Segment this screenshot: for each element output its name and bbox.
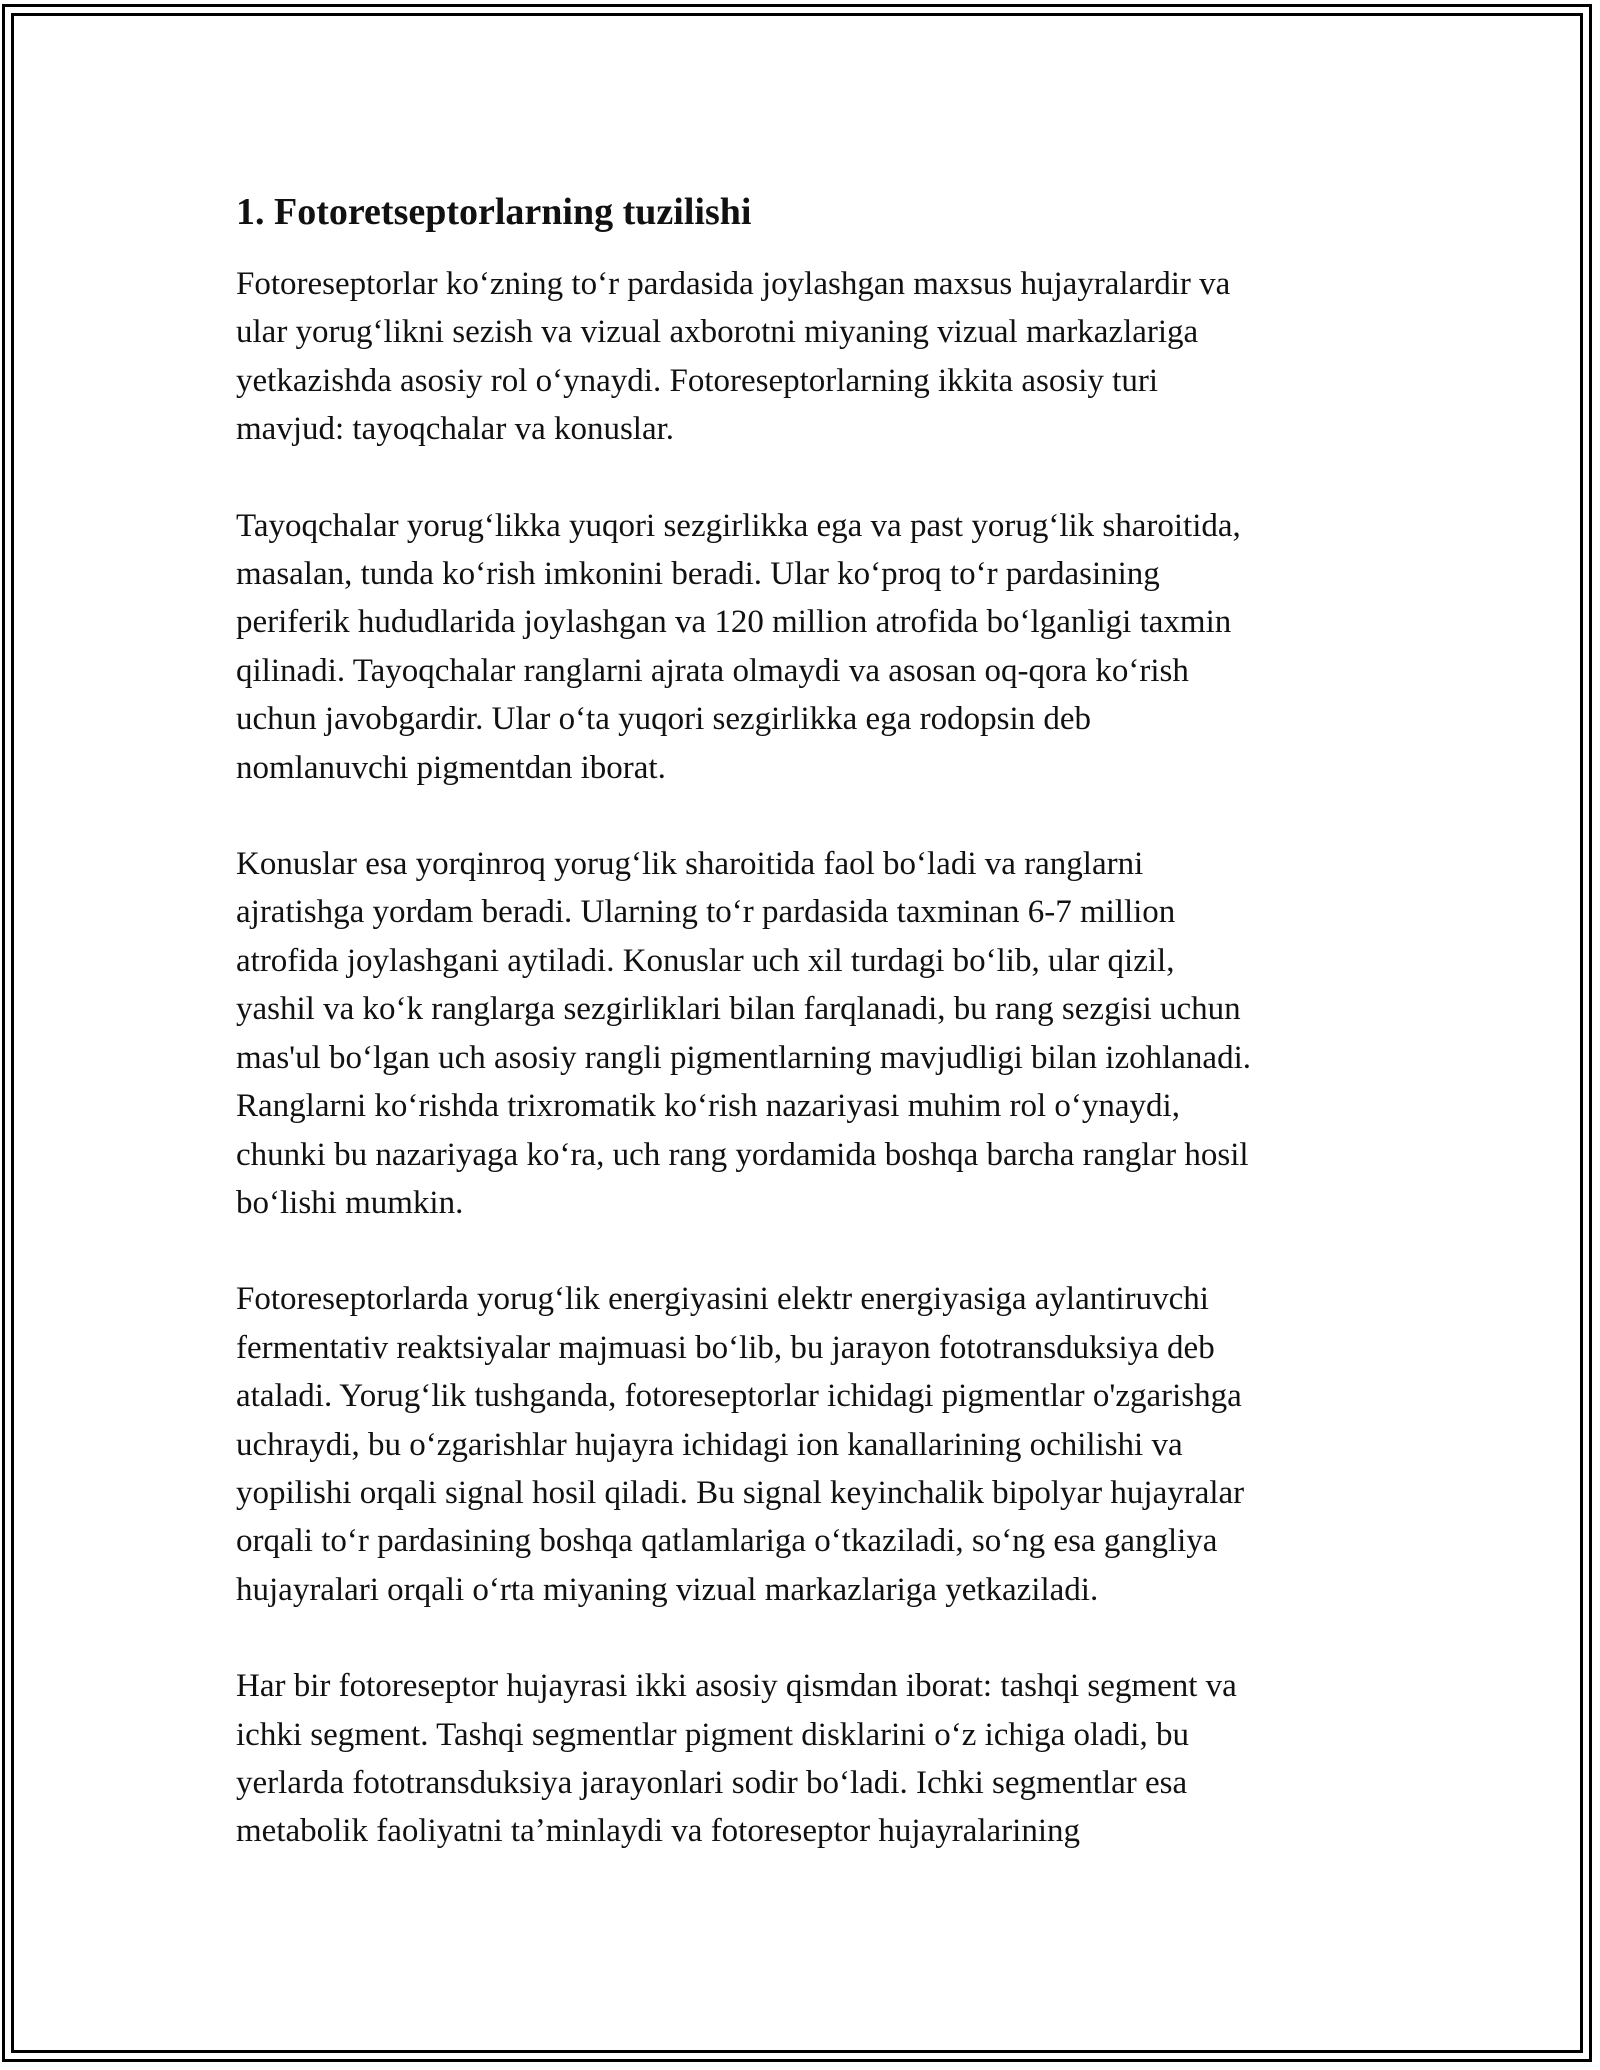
text-line: boʻlishi mumkin. [236, 1184, 464, 1221]
text-line: masalan, tunda koʻrish imkonini beradi. Ular koʻproq toʻr pardasining [236, 556, 1160, 593]
text-line: orqali toʻr pardasining boshqa qatlamlariga oʻtkaziladi, soʻng esa gangliya [236, 1523, 1218, 1560]
paragraph-rods [236, 502, 1386, 792]
text-line: Fotoreseptorlarda yorugʻlik energiyasini elektr energiyasiga aylantiruvchi [236, 1281, 1209, 1318]
text-line: ular yorugʻlikni sezish va vizual axborotni miyaning vizual markazlariga [236, 314, 1199, 351]
text-line: ichki segment. Tashqi segmentlar pigment disklarini oʻz ichiga oladi, bu [236, 1716, 1189, 1753]
text-line: mas'ul boʻlgan uch asosiy rangli pigmentlarning mavjudligi bilan izohlanadi. [236, 1039, 1251, 1076]
text-line: yopilishi orqali signal hosil qiladi. Bu signal keyinchalik bipolyar hujayralar [236, 1474, 1245, 1511]
section-heading: 1. Fotoretseptorlarning tuzilishi [236, 191, 752, 233]
text-line: uchraydi, bu oʻzgarishlar hujayra ichidagi ion kanallarining ochilishi va [236, 1426, 1183, 1463]
text-line: uchun javobgardir. Ular oʻta yuqori sezgirlikka ega rodopsin deb [236, 701, 1092, 738]
text-line: yetkazishda asosiy rol oʻynaydi. Fotoreseptorlarning ikkita asosiy turi [236, 362, 1158, 399]
document-body [236, 186, 1386, 1904]
text-line: Tayoqchalar yorugʻlikka yuqori sezgirlikka ega va past yorugʻlik sharoitida, [236, 507, 1241, 544]
paragraph-phototransduction [236, 1275, 1386, 1614]
text-line: ajratishga yordam beradi. Ularning toʻr pardasida taxminan 6-7 million [236, 894, 1176, 931]
text-line: Har bir fotoreseptor hujayrasi ikki asosiy qismdan iborat: tashqi segment va [236, 1668, 1237, 1705]
text-line: yashil va koʻk ranglarga sezgirliklari bilan farqlanadi, bu rang sezgisi uchun [236, 991, 1241, 1028]
text-line: chunki bu nazariyaga koʻra, uch rang yordamida boshqa barcha ranglar hosil [236, 1136, 1249, 1173]
text-line: nomlanuvchi pigmentdan iborat. [236, 749, 666, 786]
paragraph-intro [236, 260, 1386, 454]
text-line: qilinadi. Tayoqchalar ranglarni ajrata olmaydi va asosan oq-qora koʻrish [236, 652, 1189, 689]
text-line: ataladi. Yorugʻlik tushganda, fotoreseptorlar ichidagi pigmentlar o'zgarishga [236, 1378, 1242, 1415]
text-line: periferik hududlarida joylashgan va 120 million atrofida boʻlganligi taxmin [236, 604, 1232, 641]
text-line: atrofida joylashgani aytiladi. Konuslar uch xil turdagi boʻlib, ular qizil, [236, 942, 1175, 979]
text-line: mavjud: tayoqchalar va konuslar. [236, 411, 675, 448]
text-line: fermentativ reaktsiyalar majmuasi boʻlib, bu jarayon fototransduksiya deb [236, 1329, 1215, 1366]
text-line: Fotoreseptorlar koʻzning toʻr pardasida joylashgan maxsus hujayralardir va [236, 266, 1231, 302]
paragraph-segments [236, 1662, 1386, 1856]
paragraph-cones [236, 840, 1386, 1227]
text-line: Ranglarni koʻrishda trixromatik koʻrish nazariyasi muhim rol oʻynaydi, [236, 1088, 1180, 1125]
text-line: metabolik faoliyatni taʼminlaydi va fotoreseptor hujayralarining [236, 1813, 1080, 1850]
text-line: Konuslar esa yorqinroq yorugʻlik sharoitida faol boʻladi va ranglarni [236, 846, 1144, 883]
text-line: yerlarda fototransduksiya jarayonlari sodir boʻladi. Ichki segmentlar esa [236, 1764, 1188, 1801]
text-line: hujayralari orqali oʻrta miyaning vizual markazlariga yetkaziladi. [236, 1571, 1099, 1608]
